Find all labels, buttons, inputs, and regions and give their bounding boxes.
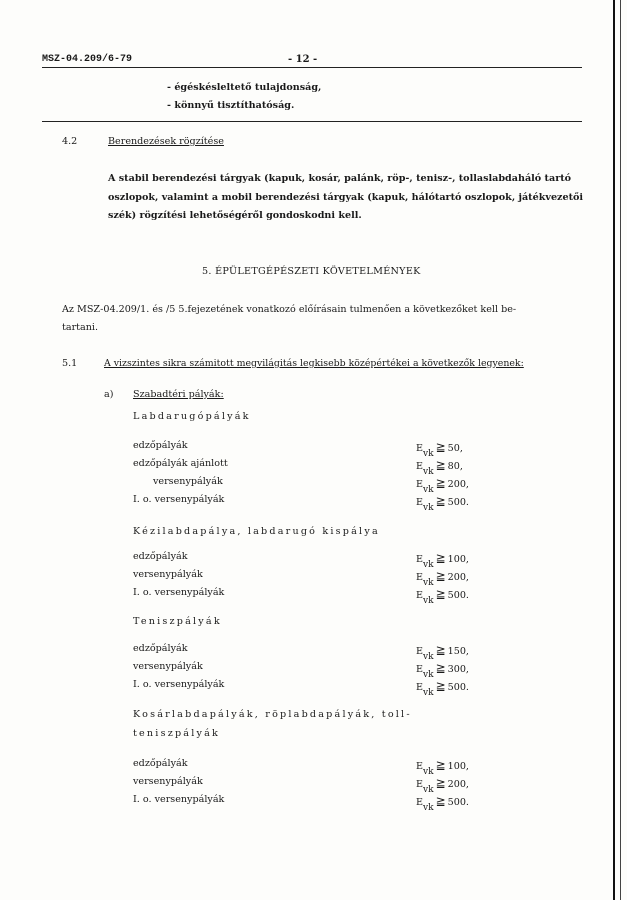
ge-symbol: ≧	[435, 494, 446, 508]
ev-formula	[416, 569, 469, 588]
row-value: 100,	[447, 554, 469, 565]
row-label: I. o. versenypályák	[133, 679, 225, 690]
row-label: edzőpályák	[133, 551, 188, 562]
ev-formula	[416, 476, 469, 495]
ge-symbol: ≧	[435, 440, 446, 454]
page-number: - 12 -	[288, 54, 318, 65]
section-rule	[42, 121, 582, 122]
group-heading: Kosárlabdapályák, röplabdapályák, toll-	[133, 709, 412, 720]
ev-sub: vk	[423, 467, 434, 477]
header-rule	[42, 67, 582, 68]
paragraph-line: oszlopok, valamint a mobil berendezési tárgyak (kapuk, hálótartó oszlopok, játékvezetői	[108, 192, 584, 203]
ev-e: E	[416, 761, 424, 772]
row-value: 80,	[447, 461, 463, 472]
group-heading: Teniszpályák	[133, 616, 222, 627]
ge-symbol: ≧	[435, 643, 446, 657]
chapter-heading: 5. ÉPÜLETGÉPÉSZETI KÖVETELMÉNYEK	[202, 266, 421, 277]
intro-line: tartani.	[62, 322, 99, 333]
subsection-title: Szabadtéri pályák:	[133, 389, 224, 400]
group-heading: teniszpályák	[133, 728, 221, 739]
ev-formula	[416, 794, 469, 813]
section-title: Berendezések rögzítése	[108, 136, 224, 147]
paragraph-line: A stabil berendezési tárgyak (kapuk, kosár, palánk, röp-, tenisz-, tollaslabdaháló tartó	[108, 173, 572, 184]
row-label: versenypályák	[153, 476, 223, 487]
row-label: versenypályák	[133, 569, 203, 580]
ev-sub: vk	[423, 803, 434, 813]
ev-e: E	[416, 461, 424, 472]
ge-symbol: ≧	[435, 458, 446, 472]
group-heading: Kézilabdapálya, labdarugó kispálya	[133, 526, 380, 537]
row-value: 150,	[447, 646, 469, 657]
ev-formula	[416, 758, 469, 777]
ev-sub: vk	[423, 485, 434, 495]
ev-formula	[416, 551, 469, 570]
ev-sub: vk	[423, 503, 434, 513]
row-value: 50,	[447, 443, 463, 454]
row-label: versenypályák	[133, 661, 203, 672]
doc-number: MSZ-04.209/6-79	[42, 54, 133, 65]
ev-sub: vk	[423, 652, 434, 662]
row-value: 200,	[447, 779, 469, 790]
row-value: 300,	[447, 664, 469, 675]
ge-symbol: ≧	[435, 551, 446, 565]
ev-e: E	[416, 572, 424, 583]
row-value: 200,	[447, 479, 469, 490]
ev-sub: vk	[423, 670, 434, 680]
ev-e: E	[416, 646, 424, 657]
ge-symbol: ≧	[435, 587, 446, 601]
row-value: 500.	[447, 497, 469, 508]
paragraph-line: szék) rögzítési lehetőségéről gondoskodni kell.	[108, 210, 362, 221]
ev-e: E	[416, 797, 424, 808]
row-label: versenypályák	[133, 776, 203, 787]
ev-formula	[416, 679, 469, 698]
ev-sub: vk	[423, 449, 434, 459]
section-title: A vizszintes sikra számitott megvilágitás legkisebb középértékei a következők legyenek:	[104, 358, 524, 369]
ev-sub: vk	[423, 785, 434, 795]
row-label: edzőpályák ajánlott	[133, 458, 228, 469]
ev-e: E	[416, 554, 424, 565]
ev-formula	[416, 494, 469, 513]
ge-symbol: ≧	[435, 476, 446, 490]
ev-e: E	[416, 479, 424, 490]
ge-symbol: ≧	[435, 776, 446, 790]
ev-e: E	[416, 497, 424, 508]
section-number: 4.2	[62, 136, 78, 147]
ev-sub: vk	[423, 767, 434, 777]
section-number: 5.1	[62, 358, 78, 369]
subsection-label: a)	[104, 389, 114, 400]
ev-formula	[416, 776, 469, 795]
row-label: I. o. versenypályák	[133, 494, 225, 505]
row-label: edzőpályák	[133, 643, 188, 654]
row-value: 200,	[447, 572, 469, 583]
row-value: 100,	[447, 761, 469, 772]
row-label: I. o. versenypályák	[133, 587, 225, 598]
ev-formula	[416, 643, 469, 662]
intro-line: Az MSZ-04.209/1. és /5 5.fejezetének vonatkozó előírásain tulmenően a következőket kell be-	[62, 304, 517, 315]
page-edge-line	[613, 0, 615, 900]
ev-sub: vk	[423, 560, 434, 570]
list-item: - könnyű tisztíthatóság.	[167, 100, 295, 111]
ev-sub: vk	[423, 596, 434, 606]
row-label: edzőpályák	[133, 440, 188, 451]
ev-sub: vk	[423, 578, 434, 588]
group-heading: Labdarugópályák	[133, 411, 251, 422]
ev-e: E	[416, 682, 424, 693]
row-value: 500.	[447, 797, 469, 808]
list-item: - égéskésleltető tulajdonság,	[167, 82, 322, 93]
ge-symbol: ≧	[435, 569, 446, 583]
row-value: 500.	[447, 590, 469, 601]
ev-formula	[416, 661, 469, 680]
row-label: edzőpályák	[133, 758, 188, 769]
page-edge-line-outer	[620, 0, 621, 900]
ev-e: E	[416, 443, 424, 454]
row-value: 500.	[447, 682, 469, 693]
ev-formula	[416, 587, 469, 606]
ge-symbol: ≧	[435, 794, 446, 808]
ev-e: E	[416, 590, 424, 601]
row-label: I. o. versenypályák	[133, 794, 225, 805]
ev-sub: vk	[423, 688, 434, 698]
ge-symbol: ≧	[435, 679, 446, 693]
ge-symbol: ≧	[435, 758, 446, 772]
ge-symbol: ≧	[435, 661, 446, 675]
ev-formula	[416, 458, 463, 477]
ev-formula	[416, 440, 463, 459]
ev-e: E	[416, 779, 424, 790]
ev-e: E	[416, 664, 424, 675]
